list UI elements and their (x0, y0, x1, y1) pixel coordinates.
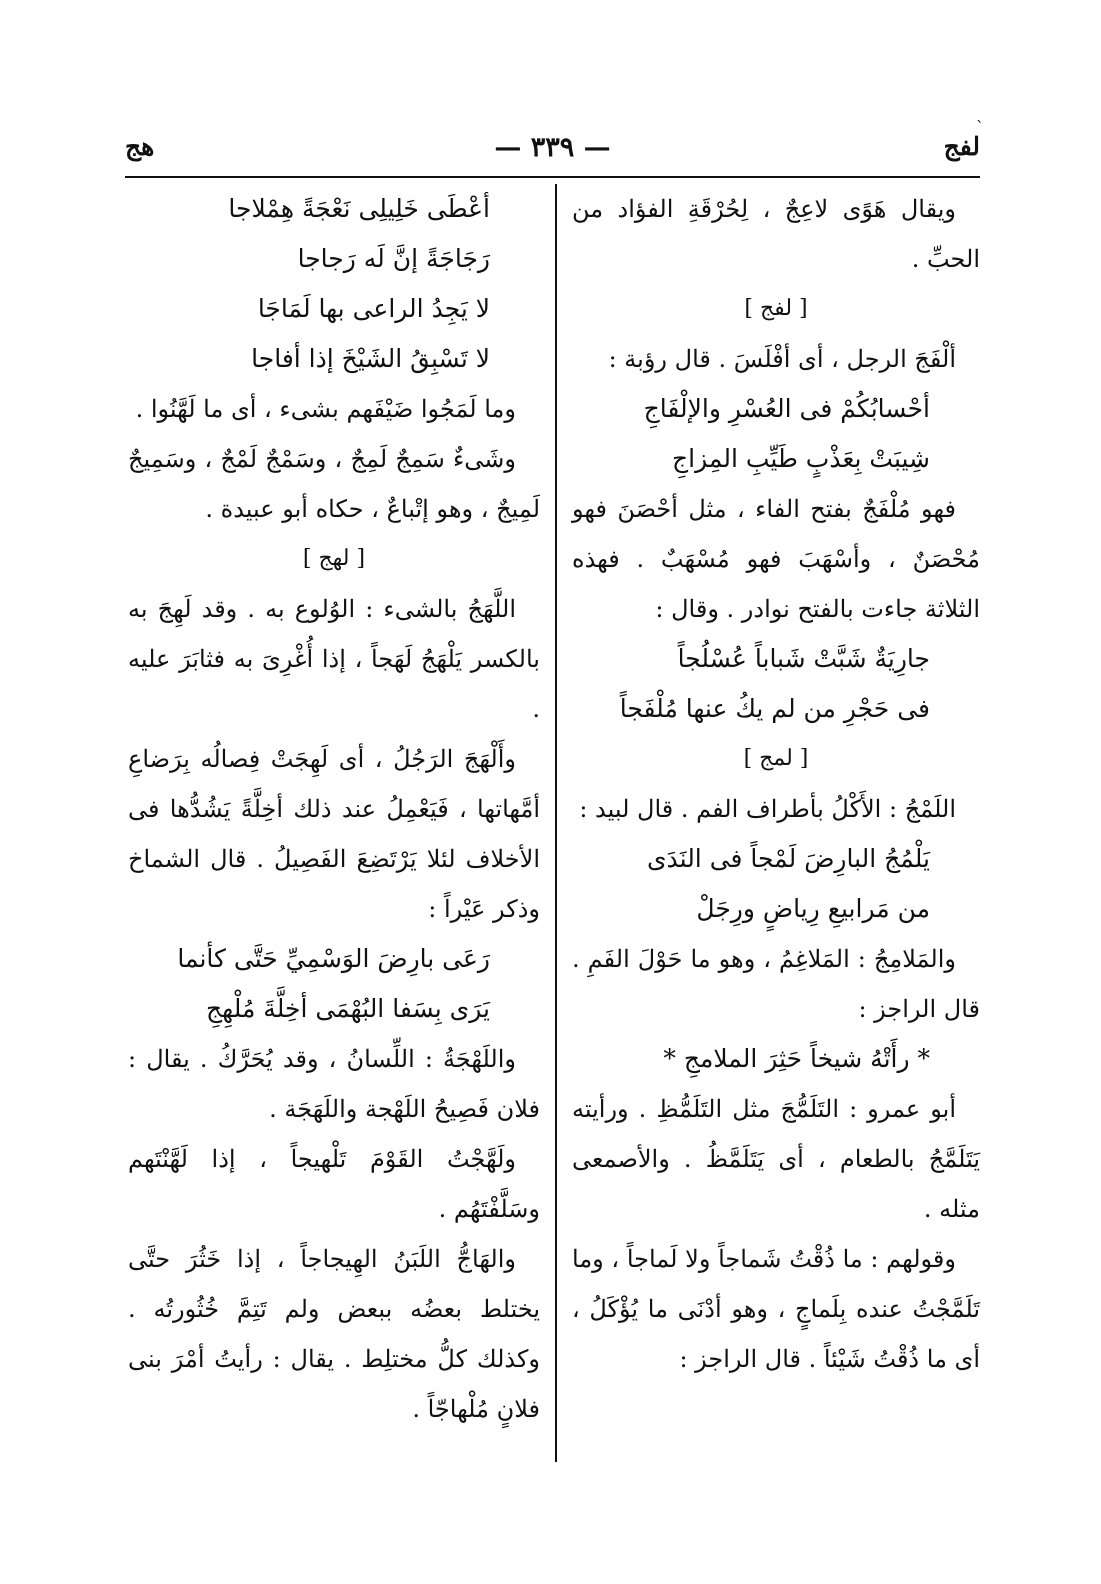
page-number: — ٣٣٩ — (494, 132, 611, 163)
paragraph: ألْفَجَ الرجل ، أى أفْلَسَ . قال رؤبة : (608, 345, 956, 373)
verse-line: فى حَجْرِ من لم يكُ عنها مُلْفَجاً (619, 694, 930, 723)
verse-line: * رأَتْهُ شيخاً حَثِرَ الملامجِ * (663, 1044, 930, 1073)
paragraph: وما لَمَجُوا ضَيْفَهم بشىء ، أى ما لَهَّنُوا . (135, 395, 516, 423)
verse-line: يَرَى بِسَفا البُهْمَى أخِلَّةَ مُلْهِجِ (206, 994, 490, 1023)
paragraph: ولَهَّجْتُ القَوْمَ تَلْهيجاً ، إذا لَهَّنْتَهم وسَلَّفْتَهُم . (128, 1145, 540, 1223)
paragraph: وقولهم : ما ذُقْتُ شَماجاً ولا لَماجاً ، وما تَلَمَّجْتُ عنده بِلَماجٍ ، وهو أدْنَى ما يُؤْكَلُ ، أى ما ذُقْتُ شَيْئاً . قال الراجز : (572, 1245, 980, 1373)
paragraph: فهو مُلْفَجٌ بفتح الفاء ، مثل أحْصَنَ فهو مُحْصَنٌ ، وأسْهَبَ فهو مُسْهَبٌ . فهذه الثلاثة جاءت بالفتح نوادر . وقال : (572, 495, 980, 623)
paragraph: وأَلْهَجَ الرَجُلُ ، أى لَهِجَتْ فِصالُه بِرَضاعِ أمَّهاتها ، فَيَعْمِلُ عند ذلك أخِلَّةً يَشُدُّها فى الأخلاف لئلا يَرْتَضِعَ الفَصِيلُ . قال الشماخ وذكر عَيْراً : (128, 745, 540, 923)
verse-line: جارِيَةٌ شَبَّتْ شَباباً عُسْلُجاً (677, 644, 930, 673)
verse-line: لا تَسْبِقُ الشَيْخَ إذا أفاجا (251, 344, 490, 373)
entry-heading-lmj: [ لمج ] (743, 746, 809, 771)
paragraph: أبو عمرو : التَلَمُّجَ مثل التَلَمُّظِ . ورأيته يَتَلَمَّجُ بالطعام ، أى يَتَلَمَّظُ . والأصمعى مثله . (572, 1095, 980, 1223)
paragraph: والمَلامِجُ : المَلاغِمُ ، وهو ما حَوْلَ الفَمِ . قال الراجز : (572, 945, 980, 1023)
page-header (125, 132, 980, 172)
verse-line: من مَرابيعِ رِياضٍ ورِجَلْ (696, 894, 930, 923)
right-column (572, 184, 980, 1384)
entry-heading-lfj: [ لفج ] (744, 296, 808, 321)
verse-line: أحْسابُكُمْ فى العُسْرِ والإلْفَاجِ (643, 394, 930, 423)
header-rule (125, 176, 980, 178)
column-divider (555, 184, 557, 1462)
paragraph: اللَّهَجُ بالشىء : الوُلوع به . وقد لَهِجَ به بالكسر يَلْهَجُ لَهَجاً ، إذا أُغْرِىَ به فثابَرَ عليه . (128, 595, 540, 723)
verse-line: رَعَى بارِضَ الوَسْمِيِّ حَتَّى كأنما (177, 944, 490, 973)
paragraph: والهَاجُّ اللَبَنُ الهِيجاجاً ، إذا خَثُرَ حتَّى يختلط بعضُه ببعض ولم تَتِمَّ خُثُورتُه . وكذلك كلُّ مختلِط . يقال : رأيتُ أمْرَ بنى فلانٍ مُلْهاجّاً . (128, 1245, 540, 1423)
paragraph: وشَىءٌ سَمِجٌ لَمِجٌ ، وسَمْجٌ لَمْجٌ ، وسَمِيجٌ لَمِيجٌ ، وهو إتْباعٌ ، حكاه أبو عبيدة . (128, 445, 540, 523)
verse-line: لا يَجِدُ الراعى بها لَمَاجَا (257, 294, 490, 323)
verse-line: شِيبَتْ بِعَذْبٍ طَيِّبِ المِزاجِ (672, 444, 930, 473)
paragraph: واللَهْجَةُ : اللِّسانُ ، وقد يُحَرَّكُ . يقال : فلان فَصِيحُ اللَهْجة واللَهَجَة . (128, 1045, 540, 1123)
corner-mark: ` (976, 118, 984, 137)
header-guide-word-left: هج (125, 132, 155, 161)
paragraph: ويقال هَوًى لاعِجٌ ، لِحُرْقَةِ الفؤاد من الحبِّ . (572, 195, 980, 273)
left-column (128, 184, 540, 1434)
verse-line: أعْطَى خَلِيلِى نَعْجَةً هِمْلاجا (228, 194, 490, 223)
verse-line: يَلْمُجُ البارِضَ لَمْجاً فى النَدَى (646, 844, 930, 873)
verse-line: رَجَاجَةً إنَّ لَه رَجاجا (297, 244, 490, 273)
paragraph: اللَمْجُ : الأَكْلُ بأطراف الفم . قال لبيد : (579, 795, 956, 823)
entry-heading-lhj: [ لهج ] (302, 546, 366, 571)
header-guide-word-right: لفج (943, 132, 980, 161)
